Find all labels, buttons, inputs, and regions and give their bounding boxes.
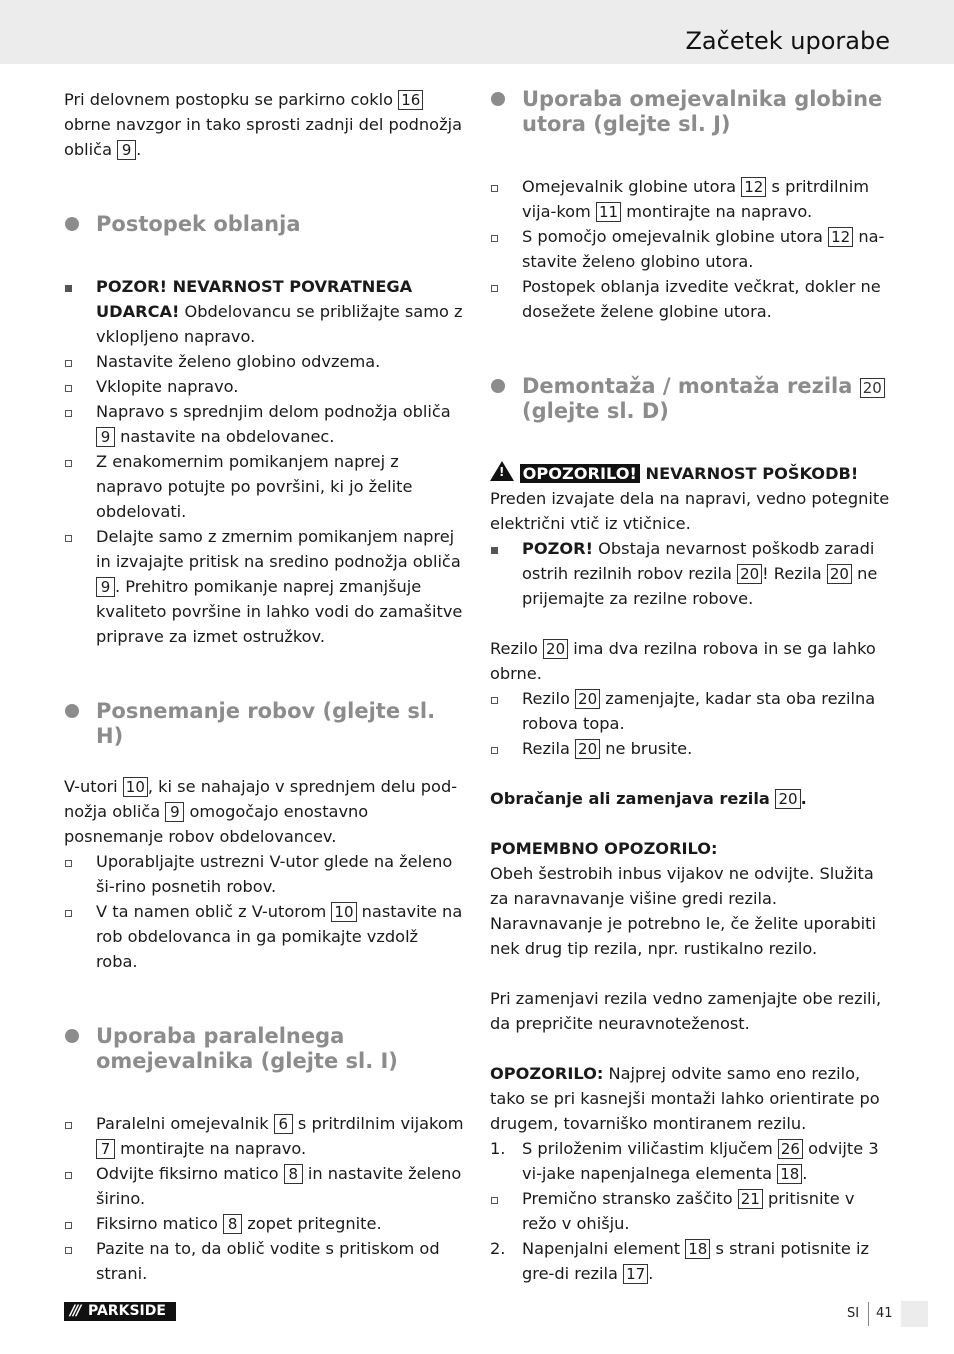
square-bullet-icon: [491, 747, 498, 754]
list-item: POZOR! NEVARNOST POVRATNEGA UDARCA! Obdelovancu se približajte samo z vklopljeno napravo.: [64, 274, 464, 349]
turn-heading: Obračanje ali zamenjava rezila 20 .: [490, 789, 807, 808]
important-heading: POMEMBNO OPOZORILO:: [490, 839, 718, 858]
warning-triangle-icon: !: [490, 461, 514, 481]
section-heading-blade: Demontaža / montaža rezila 20 (glejte sl. D): [490, 374, 890, 424]
list-item: Rezila 20 ne brusite.: [490, 736, 890, 761]
list-item: Rezilo 20 zamenjajte, kadar sta oba rezilna robova topa.: [490, 686, 890, 736]
blade-paragraph: Rezilo 20 ima dva rezilna robova in se ga lahko obrne.: [490, 639, 876, 683]
square-bullet-icon: [491, 235, 498, 242]
bullet-circle-icon: [65, 704, 79, 718]
list-item: Napravo s sprednjim delom podnožja obliča 9 nastavite na obdelovanec.: [64, 399, 464, 449]
list-item: V ta namen oblič z V-utorom 10 nastavite na rob obdelovanca in ga pomikajte vzdolž roba.: [64, 899, 464, 974]
parkside-logo: /// PARKSIDE: [64, 1302, 176, 1321]
ref-number: 9: [96, 577, 115, 597]
square-bullet-icon: [65, 910, 72, 917]
ref-number: 18: [777, 1164, 802, 1184]
warning-paragraph: Preden izvajate dela na napravi, vedno potegnite električni vtič iz vtičnice.: [490, 489, 890, 533]
page-title: Začetek uporabe: [685, 27, 890, 55]
list-item: Nastavite želeno globino odvzema.: [64, 349, 464, 374]
square-bullet-icon: [65, 860, 72, 867]
step-number: 2.: [490, 1239, 506, 1258]
ref-number: 11: [596, 202, 621, 222]
step-number: 1.: [490, 1139, 506, 1158]
list-item: Premično stransko zaščito 21 pritisnite v režo v ohišju.: [490, 1186, 890, 1236]
language-code: SI: [847, 1306, 860, 1321]
footer-tab: [901, 1301, 928, 1327]
square-bullet-icon: [65, 1247, 72, 1254]
list-item: Vklopite napravo.: [64, 374, 464, 399]
ref-number: 21: [738, 1189, 763, 1209]
ref-number: 20: [737, 564, 762, 584]
filled-square-bullet-icon: [491, 547, 498, 554]
section-heading-fence: Uporaba paralelnega omejevalnika (glejte sl. I): [64, 1024, 464, 1074]
square-bullet-icon: [65, 410, 72, 417]
ref-number: 10: [331, 902, 356, 922]
filled-square-bullet-icon: [65, 285, 72, 292]
section-heading-planing: Postopek oblanja: [64, 212, 464, 237]
ref-number: 20: [543, 639, 568, 659]
important-text: Obeh šestrobih inbus vijakov ne odvijte. Služita za naravnavanje višine gredi rezila.: [490, 864, 874, 908]
ref-number: 7: [96, 1139, 115, 1159]
right-column: [490, 87, 890, 1286]
ref-number: 9: [165, 802, 184, 822]
list-item: Odvijte fiksirno matico 8 in nastavite želeno širino.: [64, 1161, 464, 1211]
chamfer-paragraph: V-utori 10 , ki se nahajajo v sprednjem delu pod-nožja obliča 9 omogočajo enostavno posnemanje robov obdelovancev.: [64, 777, 458, 846]
square-bullet-icon: [65, 1172, 72, 1179]
list-item: Omejevalnik globine utora 12 s pritrdilnim vija-kom 11 montirajte na napravo.: [490, 174, 890, 224]
square-bullet-icon: [491, 1197, 498, 1204]
ref-number: 20: [575, 689, 600, 709]
section-heading-depth: Uporaba omejevalnika globine utora (glejte sl. J): [490, 87, 890, 137]
list-item: Delajte samo z zmernim pomikanjem naprej in izvajajte pritisk na sredino podnožja obliča 9 . Prehitro pomikanje naprej zmanjšuje kvaliteto površine in lahko vodi do zamašitve priprave za izmet ostružkov.: [64, 524, 464, 649]
section-heading-chamfer: Posnemanje robov (glejte sl. H): [64, 699, 464, 749]
ref-number: 6: [274, 1114, 293, 1134]
ref-number: 8: [223, 1214, 242, 1234]
square-bullet-icon: [65, 360, 72, 367]
list-item: POZOR! Obstaja nevarnost poškodb zaradi ostrih rezilnih robov rezila 20 ! Rezila 20 ne prijemajte za rezilne robove.: [490, 536, 890, 611]
warning-label: OPOZORILO!: [520, 464, 640, 483]
list-item: Z enakomernim pomikanjem naprej z napravo potujte po površini, ki jo želite obdelovati.: [64, 449, 464, 524]
bullet-circle-icon: [491, 92, 505, 106]
bullet-circle-icon: [65, 217, 79, 231]
intro-paragraph: Pri delovnem postopku se parkirno coklo 16 obrne navzgor in tako sprosti zadnji del podnožja obliča 9 .: [64, 90, 462, 159]
square-bullet-icon: [65, 535, 72, 542]
warning-line: ! OPOZORILO! NEVARNOST POŠKODB!: [490, 461, 890, 486]
ref-number: 8: [284, 1164, 303, 1184]
ref-number: 18: [685, 1239, 710, 1259]
list-item: Postopek oblanja izvedite večkrat, dokler ne dosežete želene globine utora.: [490, 274, 890, 324]
square-bullet-icon: [491, 697, 498, 704]
ref-number: 17: [623, 1264, 648, 1284]
square-bullet-icon: [65, 460, 72, 467]
square-bullet-icon: [491, 185, 498, 192]
ref-number: 9: [117, 140, 136, 160]
ref-number: 9: [96, 427, 115, 447]
ref-number: 16: [398, 90, 423, 110]
replace-paragraph: Pri zamenjavi rezila vedno zamenjajte obe rezili, da prepričite neuravnoteženost.: [490, 989, 882, 1033]
step-item: 1. S priloženim viličastim ključem 26 odvijte 3 vi-jake napenjalnega elementa 18 .: [490, 1136, 890, 1186]
step-item: 2. Napenjalni element 18 s strani potisnite iz gre-di rezila 17 .: [490, 1236, 890, 1286]
square-bullet-icon: [65, 385, 72, 392]
square-bullet-icon: [65, 1122, 72, 1129]
ref-number: 20: [860, 378, 885, 398]
list-item: Uporabljajte ustrezni V-utor glede na želeno ši-rino posnetih robov.: [64, 849, 464, 899]
list-item: Paralelni omejevalnik 6 s pritrdilnim vijakom 7 montirajte na napravo.: [64, 1111, 464, 1161]
ref-number: 20: [827, 564, 852, 584]
footer-divider: [868, 1302, 869, 1326]
bullet-circle-icon: [491, 379, 505, 393]
ref-number: 12: [828, 227, 853, 247]
list-item: Pazite na to, da oblič vodite s pritiskom od strani.: [64, 1236, 464, 1286]
ref-number: 20: [775, 789, 800, 809]
bullet-circle-icon: [65, 1029, 79, 1043]
list-item: Fiksirno matico 8 zopet pritegnite.: [64, 1211, 464, 1236]
ref-number: 10: [123, 777, 148, 797]
left-column: [64, 87, 464, 1286]
square-bullet-icon: [65, 1222, 72, 1229]
square-bullet-icon: [491, 285, 498, 292]
note-paragraph: OPOZORILO: Najprej odvite samo eno rezilo, tako se pri kasnejši montaži lahko orientirate po drugem, tovarniško montiranem rezilu.: [490, 1064, 880, 1133]
ref-number: 20: [575, 739, 600, 759]
page-number: 41: [876, 1306, 893, 1321]
important-text: Naravnavanje je potrebno le, če želite uporabiti nek drug tip rezila, npr. rustikalno rezilo.: [490, 914, 876, 958]
ref-number: 26: [778, 1139, 803, 1159]
ref-number: 12: [741, 177, 766, 197]
list-item: S pomočjo omejevalnik globine utora 12 na-stavite želeno globino utora.: [490, 224, 890, 274]
